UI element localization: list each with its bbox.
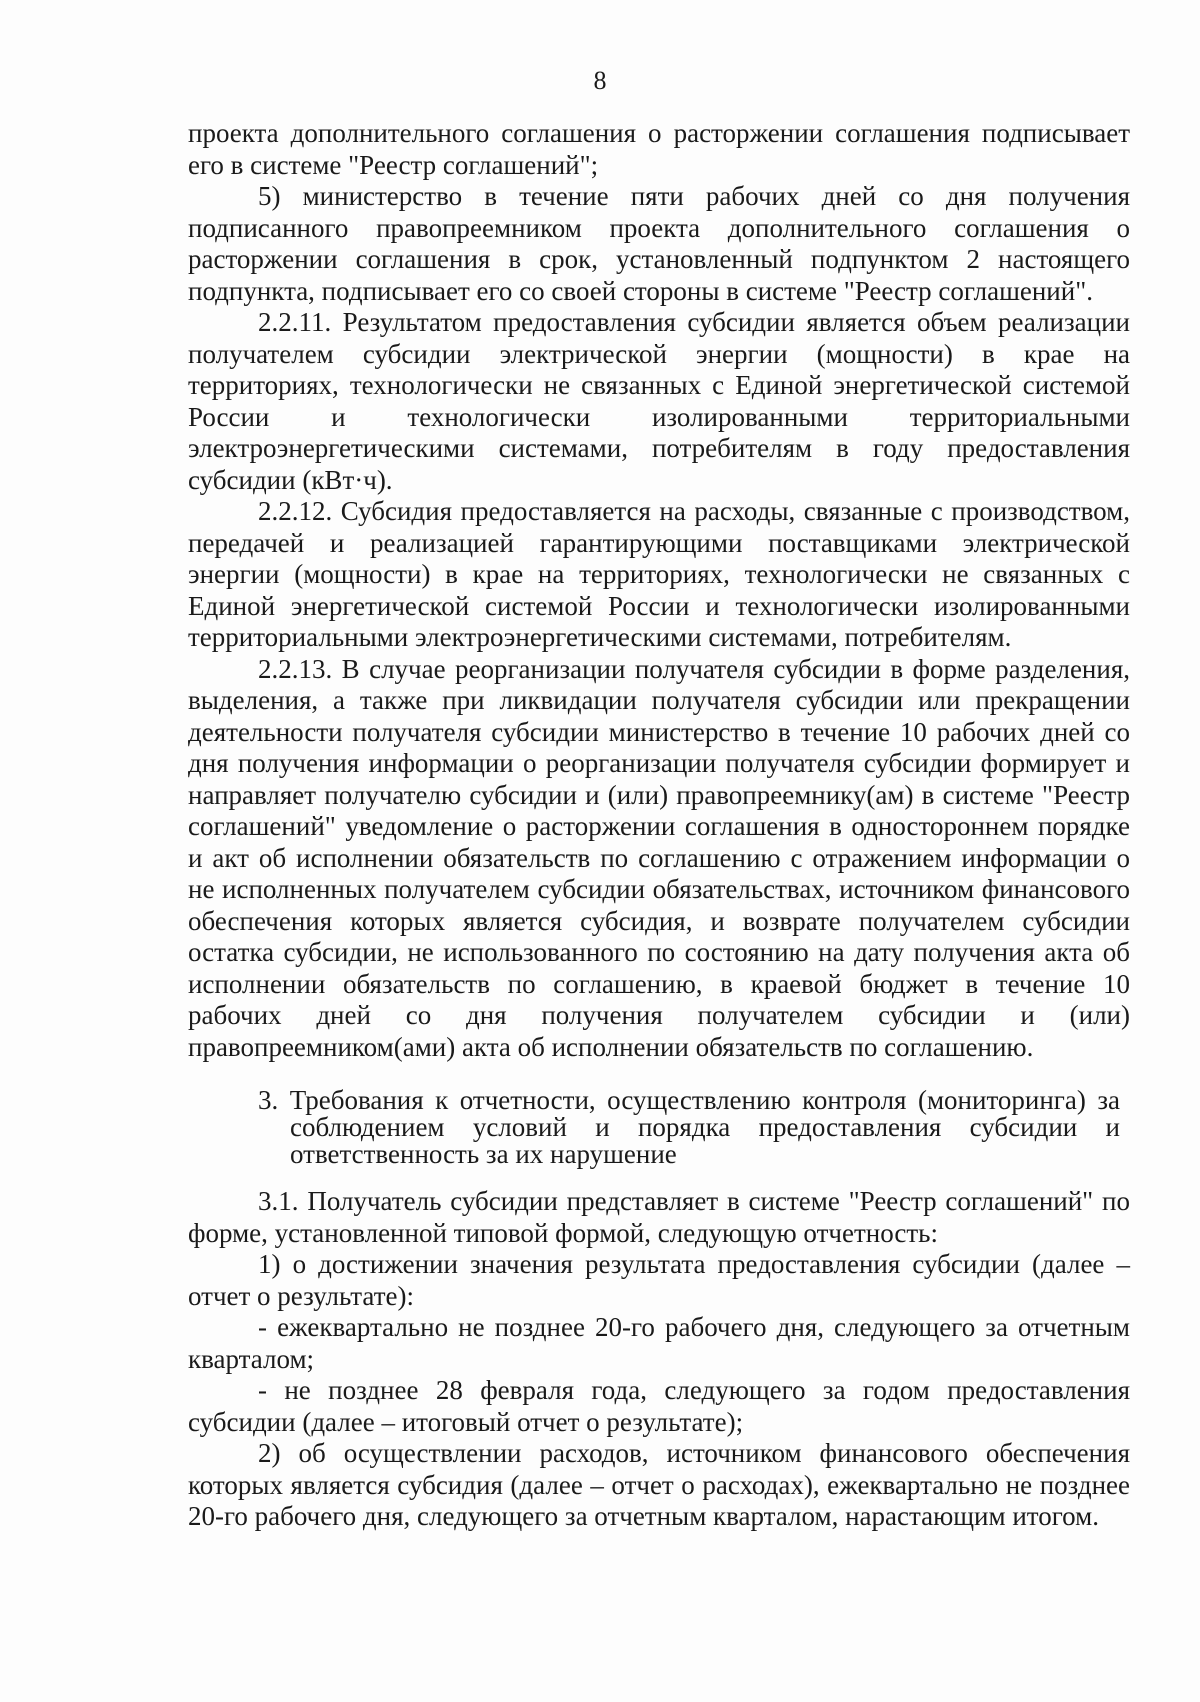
paragraph-3-1: 3.1. Получатель субсидии представляет в системе "Реестр соглашений" по форме, установленной типовой формой, следующую отчетность: bbox=[188, 1186, 1130, 1248]
page-number: 8 bbox=[593, 66, 607, 95]
document-body bbox=[188, 118, 1130, 1533]
section-3-heading-text: 3. Требования к отчетности, осуществлению контроля (мониторинга) за соблюдением условий и порядка предоставления субсидии и ответственность за их нарушение bbox=[258, 1085, 1120, 1169]
paragraph-2-2-13: 2.2.13. В случае реорганизации получателя субсидии в форме разделения, выделения, а также при ликвидации получателя субсидии или прекращении деятельности получателя субсидии министерство в течение 10 рабочих дней со дня получения информации о реорганизации получателя субсидии формирует и направляет получателю субсидии и (или) правопреемнику(ам) в системе "Реестр соглашений" уведомление о расторжении соглашения в одностороннем порядке и акт об исполнении обязательств по соглашению с отражением информации о не исполненных получателем субсидии обязательствах, источником финансового обеспечения которых является субсидия, и возврате получателем субсидии остатка субсидии, не использованного по состоянию на дату получения акта об исполнении обязательств по соглашению, в краевой бюджет в течение 10 рабочих дней со дня получения получателем субсидии и (или) правопреемником(ами) акта об исполнении обязательств по соглашению. bbox=[188, 653, 1130, 1062]
paragraph-3-1-item-1-quarterly: - ежеквартально не позднее 20-го рабочего дня, следующего за отчетным кварталом; bbox=[188, 1312, 1130, 1374]
paragraph-continuation: проекта дополнительного соглашения о расторжении соглашения подписывает его в системе "Реестр соглашений"; bbox=[188, 118, 1130, 180]
section-3-heading bbox=[188, 1087, 1130, 1168]
paragraph-item-5: 5) министерство в течение пяти рабочих дней со дня получения подписанного правопреемником проекта дополнительного соглашения о расторжении соглашения в срок, установленный подпунктом 2 настоящего подпункта, подписывает его со своей стороны в системе "Реестр соглашений". bbox=[188, 181, 1130, 306]
paragraph-2-2-11: 2.2.11. Результатом предоставления субсидии является объем реализации получателем субсидии электрической энергии (мощности) в крае на территориях, технологически не связанных с Единой энергетической системой России и технологически изолированными территориальными электроэнергетическими системами, потребителям в году предоставления субсидии (кВт·ч). bbox=[188, 307, 1130, 495]
paragraph-2-2-12: 2.2.12. Субсидия предоставляется на расходы, связанные с производством, передачей и реализацией гарантирующими поставщиками электрической энергии (мощности) в крае на территориях, технологически не связанных с Единой энергетической системой России и технологически изолированными территориальными электроэнергетическими системами, потребителям. bbox=[188, 496, 1130, 652]
paragraph-3-1-item-2: 2) об осуществлении расходов, источником финансового обеспечения которых является субсидия (далее – отчет о расходах), ежеквартально не позднее 20-го рабочего дня, следующего за отчетным кварталом, нарастающим итогом. bbox=[188, 1438, 1130, 1531]
paragraph-3-1-item-1-final: - не позднее 28 февраля года, следующего за годом предоставления субсидии (далее – итоговый отчет о результате); bbox=[188, 1375, 1130, 1437]
paragraph-3-1-item-1: 1) о достижении значения результата предоставления субсидии (далее – отчет о результате): bbox=[188, 1249, 1130, 1311]
